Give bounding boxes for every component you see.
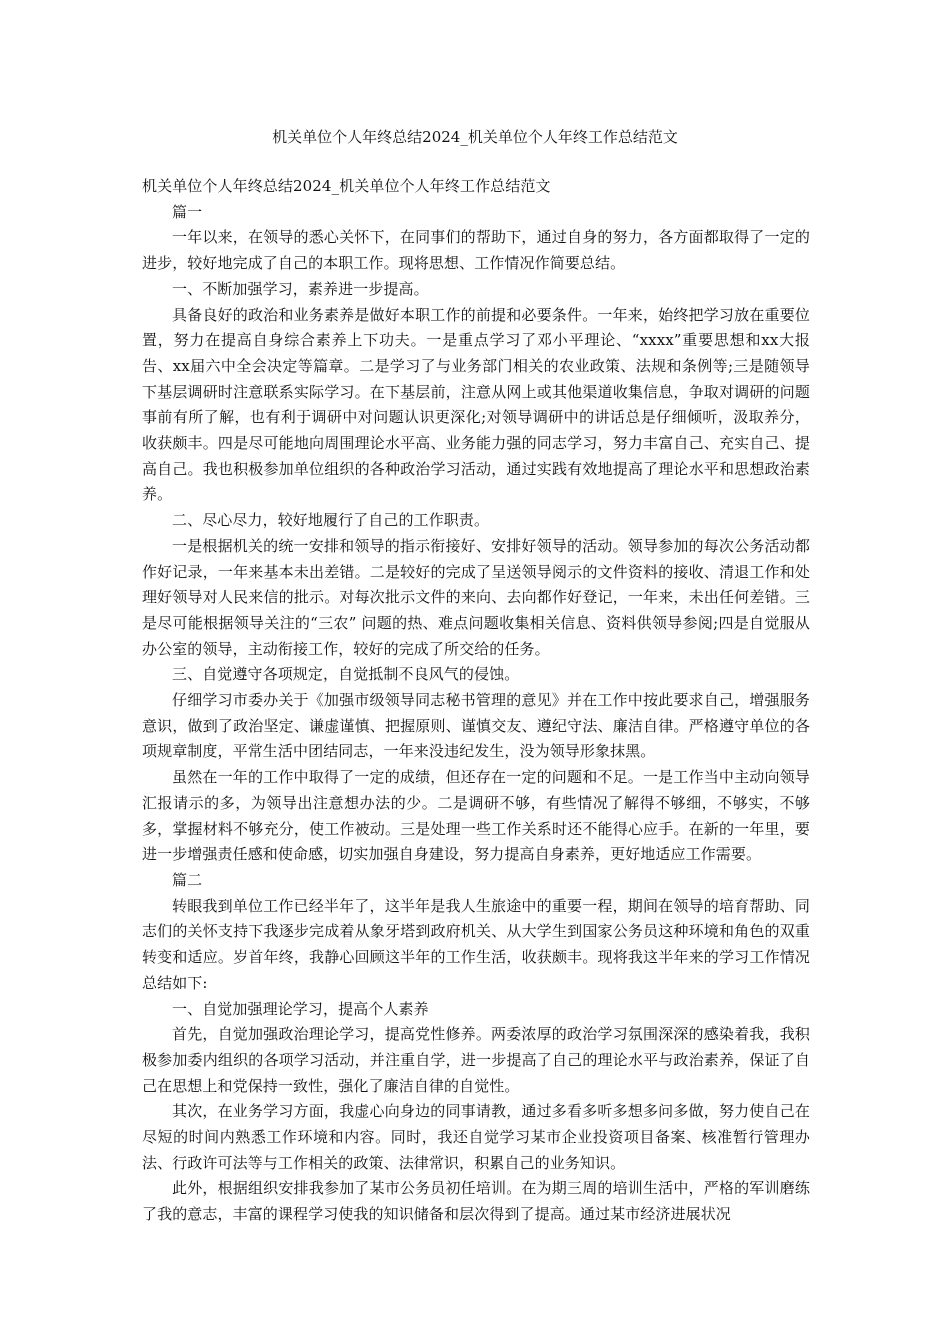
paragraph: 首先，自觉加强政治理论学习，提高党性修养。两委浓厚的政治学习氛围深深的感染着我，我积极参加委内组织的各项学习活动，并注重自学，进一步提高了自己的理论水平与政治素养，保证了自己在思想上和党保持一致性，强化了廉洁自律的自觉性。	[142, 1025, 810, 1095]
paragraph: 转眼我到单位工作已经半年了，这半年是我人生旅途中的重要一程，期间在领导的培育帮助、同志们的关怀支持下我逐步完成着从象牙塔到政府机关、从大学生到国家公务员这种环境和角色的双重转变和适应。岁首年终，我静心回顾这半年的工作生活，收获颇丰。现将我这半年来的学习工作情况总结如下:	[142, 896, 810, 992]
paragraph: 一、不断加强学习，素养进一步提高。	[172, 279, 429, 298]
paragraph: 篇二	[172, 870, 203, 889]
paragraph: 篇一	[172, 202, 203, 221]
paragraph: 一、自觉加强理论学习，提高个人素养	[172, 999, 429, 1018]
paragraph: 其次，在业务学习方面，我虚心向身边的同事请教，通过多看多听多想多问多做，努力使自己在尽短的时间内熟悉工作环境和内容。同时，我还自觉学习某市企业投资项目备案、核准暂行管理办法、行政许可法等与工作相关的政策、法律常识，积累自己的业务知识。	[142, 1102, 810, 1172]
paragraph: 机关单位个人年终总结2024_机关单位个人年终工作总结范文	[142, 177, 551, 195]
document-title: 机关单位个人年终总结2024_机关单位个人年终工作总结范文	[272, 128, 678, 146]
paragraph: 一是根据机关的统一安排和领导的指示衔接好、安排好领导的活动。领导参加的每次公务活动都作好记录，一年来基本未出差错。二是较好的完成了呈送领导阅示的文件资料的接收、清退工作和处理好领导对人民来信的批示。对每次批示文件的来向、去向都作好登记，一年来，未出任何差错。三是尽可能根据领导关注的“三农” 问题的热、难点问题收集相关信息、资料供领导参阅;四是自觉服从办公室的领导，主动衔接工作，较好的完成了所交给的任务。	[142, 536, 810, 658]
paragraph: 仔细学习市委办关于《加强市级领导同志秘书管理的意见》并在工作中按此要求自己，增强服务意识，做到了政治坚定、谦虚谨慎、把握原则、谨慎交友、遵纪守法、廉洁自律。严格遵守单位的各项规章制度，平常生活中团结同志，一年来没违纪发生，没为领导形象抹黑。	[142, 691, 810, 761]
paragraph: 二、尽心尽力，较好地履行了自己的工作职责。	[172, 511, 490, 530]
paragraph: 具备良好的政治和业务素养是做好本职工作的前提和必要条件。一年来，始终把学习放在重要位置，努力在提高自身综合素养上下功夫。一是重点学习了邓小平理论、“xxxx”重要思想和xx大报告、xx届六中全会决定等篇章。二是学习了与业务部门相关的农业政策、法规和条例等;三是随领导下基层调研时注意联系实际学习。在下基层前，注意从网上或其他渠道收集信息，争取对调研的问题事前有所了解，也有利于调研中对问题认识更深化;对领导调研中的讲话总是仔细倾听，汲取养分，收获颇丰。四是尽可能地向周围理论水平高、业务能力强的同志学习，努力丰富自己、充实自己、提高自己。我也积极参加单位组织的各种政治学习活动，通过实践有效地提高了理论水平和思想政治素养。	[142, 305, 810, 504]
paragraph: 三、自觉遵守各项规定，自觉抵制不良风气的侵蚀。	[172, 665, 520, 684]
paragraph: 此外，根据组织安排我参加了某市公务员初任培训。在为期三周的培训生活中，严格的军训磨练了我的意志，丰富的课程学习使我的知识储备和层次得到了提高。通过某市经济进展状况	[142, 1179, 810, 1224]
paragraph: 一年以来，在领导的悉心关怀下，在同事们的帮助下，通过自身的努力，各方面都取得了一定的进步，较好地完成了自己的本职工作。现将思想、工作情况作简要总结。	[142, 228, 810, 273]
document-body	[142, 174, 810, 1228]
paragraph: 虽然在一年的工作中取得了一定的成绩，但还存在一定的问题和不足。一是工作当中主动向领导汇报请示的多，为领导出注意想办法的少。二是调研不够，有些情况了解得不够细，不够实，不够多，掌握材料不够充分，使工作被动。三是处理一些工作关系时还不能得心应手。在新的一年里，要进一步增强责任感和使命感，切实加强自身建设，努力提高自身素养，更好地适应工作需要。	[142, 768, 810, 864]
